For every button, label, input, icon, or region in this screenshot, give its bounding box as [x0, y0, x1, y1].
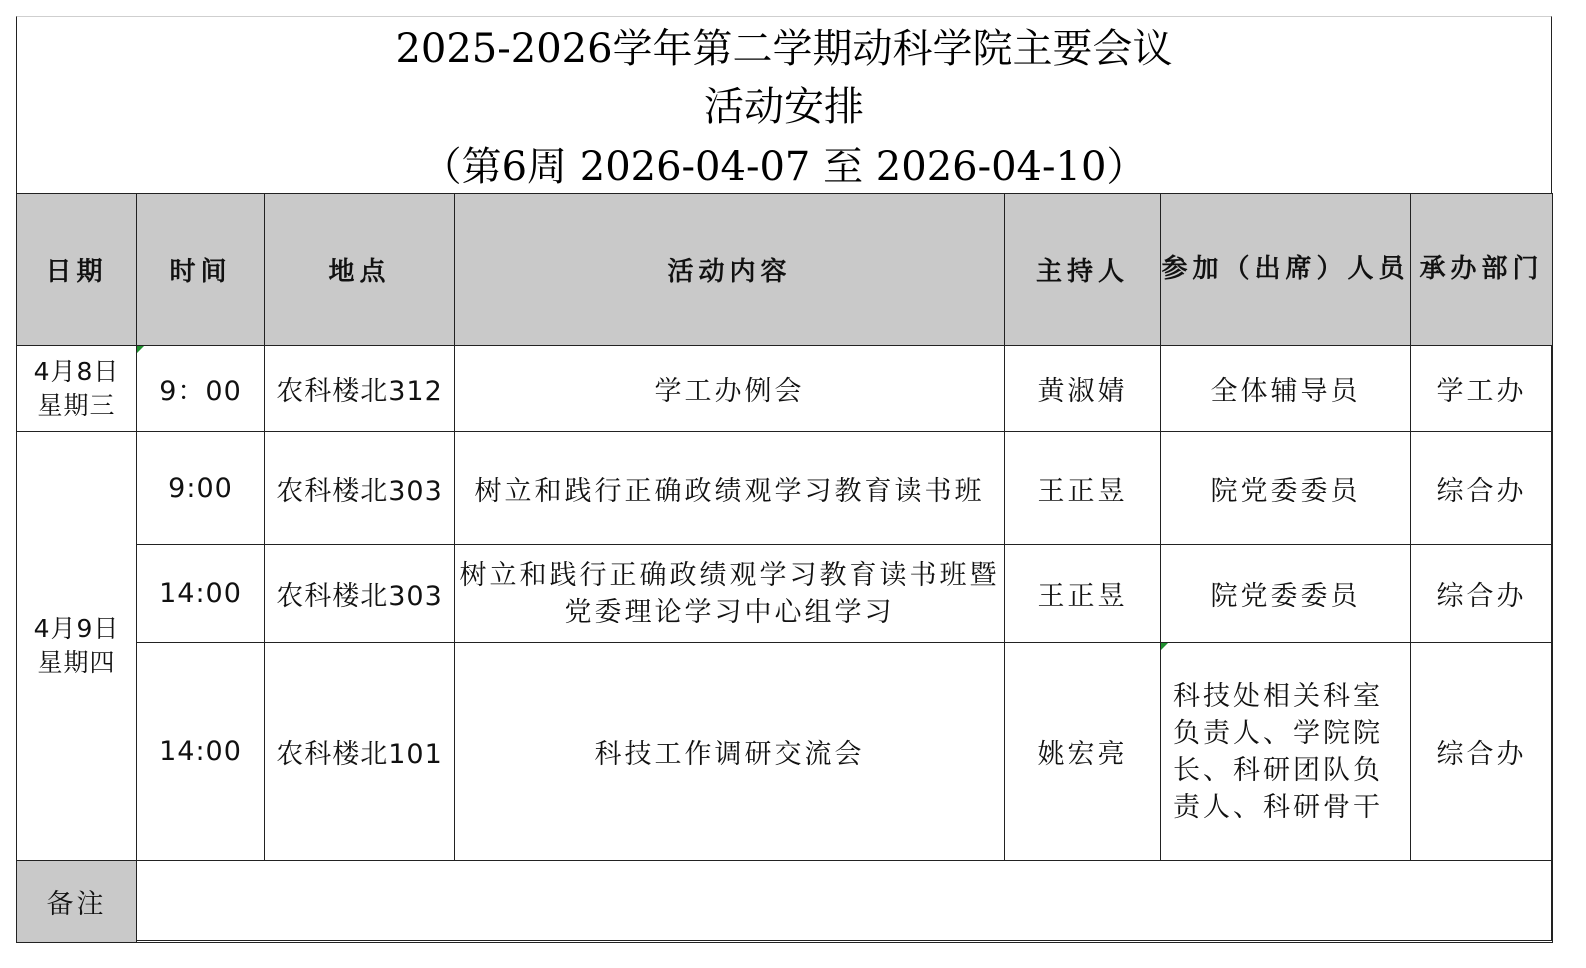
time-value: 9：00 [159, 376, 242, 407]
attendees-cell: 院党委委员 [1161, 432, 1411, 545]
remark-value[interactable] [137, 861, 1553, 943]
header-host: 主持人 [1005, 194, 1161, 346]
header-dept: 承办部门 [1411, 194, 1553, 346]
title-line-1: 2025-2026学年第二学期动科学院主要会议 [395, 26, 1173, 72]
comment-marker-icon [1161, 643, 1168, 650]
header-row [17, 194, 1553, 346]
header-attendees: 参加（出席）人员 [1161, 194, 1411, 346]
table-row [17, 643, 1553, 861]
header-content: 活动内容 [455, 194, 1005, 346]
host-cell: 王正昱 [1005, 545, 1161, 643]
host-cell: 黄淑婧 [1005, 346, 1161, 432]
header-time: 时间 [137, 194, 265, 346]
attendees-cell [1161, 643, 1411, 861]
title-line-3: （第6周 2026-04-07 至 2026-04-10） [421, 144, 1147, 190]
header-location: 地点 [265, 194, 455, 346]
date-label: 4月8日 [33, 356, 120, 386]
dept-cell: 综合办 [1411, 545, 1553, 643]
location-cell: 农科楼北312 [265, 346, 455, 432]
dept-cell: 学工办 [1411, 346, 1553, 432]
time-cell: 14:00 [137, 643, 265, 861]
date-cell [17, 346, 137, 432]
content-cell: 树立和践行正确政绩观学习教育读书班暨党委理论学习中心组学习 [455, 545, 1005, 643]
header-date: 日期 [17, 194, 137, 346]
time-cell: 9:00 [137, 432, 265, 545]
location-cell: 农科楼北101 [265, 643, 455, 861]
title-line-2: 活动安排 [704, 84, 864, 130]
table-row [17, 545, 1553, 643]
host-cell: 王正昱 [1005, 432, 1161, 545]
remark-row [17, 861, 1553, 943]
remark-label: 备注 [17, 861, 137, 943]
time-cell: 14:00 [137, 545, 265, 643]
location-cell: 农科楼北303 [265, 545, 455, 643]
attendees-cell: 全体辅导员 [1161, 346, 1411, 432]
content-cell: 学工办例会 [455, 346, 1005, 432]
host-cell: 姚宏亮 [1005, 643, 1161, 861]
location-cell: 农科楼北303 [265, 432, 455, 545]
weekday-label: 星期三 [37, 390, 116, 420]
table-row [17, 346, 1553, 432]
content-cell: 树立和践行正确政绩观学习教育读书班 [455, 432, 1005, 545]
date-label: 4月9日 [33, 614, 120, 643]
attendees-value: 科技处相关科室负责人、学院院长、科研团队负责人、科研骨干 [1173, 680, 1383, 823]
content-cell: 科技工作调研交流会 [455, 643, 1005, 861]
schedule-table [16, 193, 1553, 943]
time-cell [137, 346, 265, 432]
comment-marker-icon [137, 346, 144, 353]
table-row [17, 432, 1553, 545]
dept-cell: 综合办 [1411, 643, 1553, 861]
weekday-label: 星期四 [37, 648, 116, 677]
attendees-cell: 院党委委员 [1161, 545, 1411, 643]
date-cell [17, 432, 137, 861]
dept-cell: 综合办 [1411, 432, 1553, 545]
